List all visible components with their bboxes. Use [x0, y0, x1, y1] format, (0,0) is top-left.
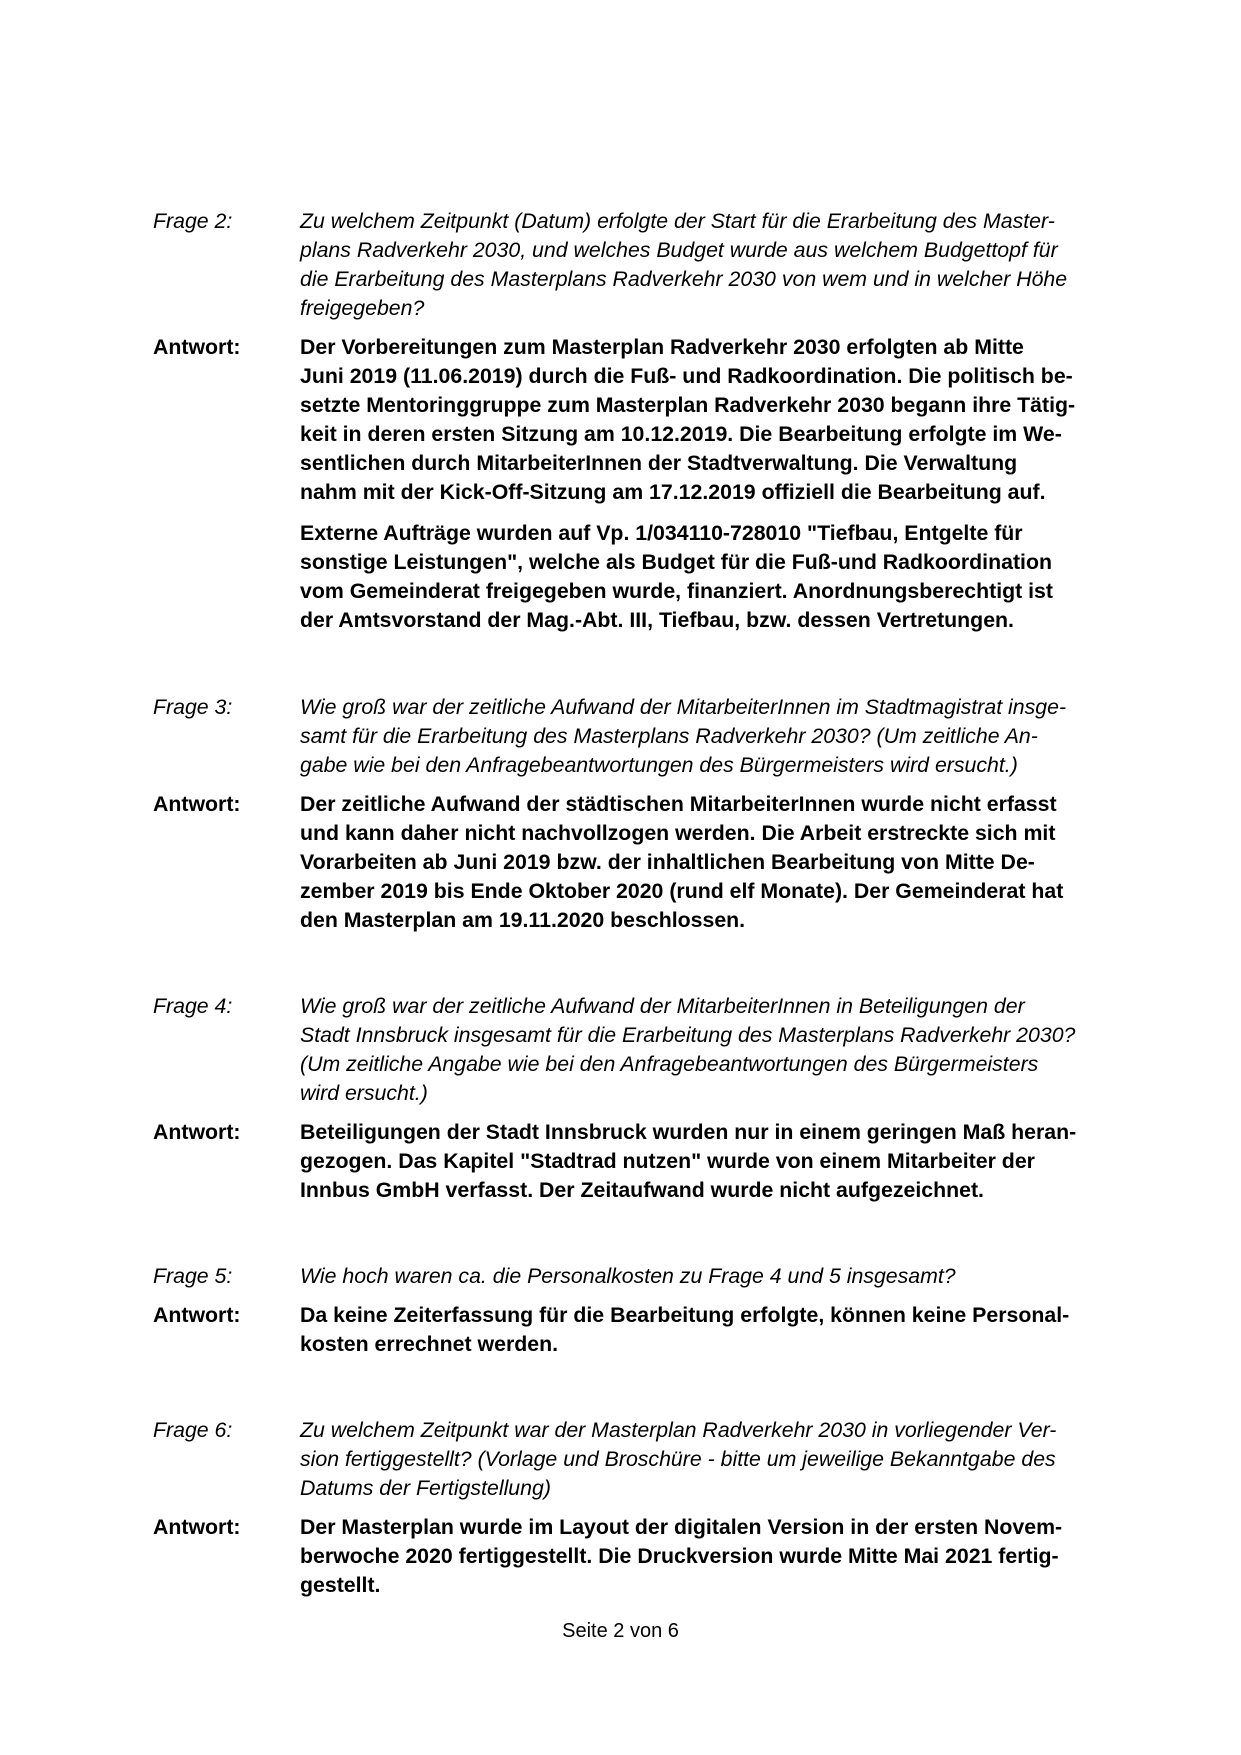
- question-line: die Erarbeitung des Masterplans Radverkehr 2030 von wem und in welcher Höhe: [300, 267, 1068, 291]
- question-label: Frage 5:: [153, 1264, 233, 1288]
- answer-paragraph: [300, 333, 1143, 507]
- question-line: wird ersucht.): [300, 1081, 428, 1105]
- question-line: samt für die Erarbeitung des Masterplans Radverkehr 2030? (Um zeitliche An-: [300, 724, 1038, 748]
- answer-label: Antwort:: [153, 1515, 241, 1539]
- answer-line: Da keine Zeiterfassung für die Bearbeitung erfolgte, können keine Personal-: [300, 1303, 1070, 1327]
- answer-line: Der zeitliche Aufwand der städtischen MitarbeiterInnen wurde nicht erfasst: [300, 792, 1057, 816]
- question-text: [300, 1262, 1143, 1291]
- answer-row: [153, 1513, 1143, 1600]
- qa-block-frage-4: [153, 992, 1143, 1205]
- question-row: [153, 992, 1143, 1108]
- answer-row: [153, 333, 1143, 635]
- question-line: (Um zeitliche Angabe wie bei den Anfragebeantwortungen des Bürgermeisters: [300, 1052, 1039, 1076]
- answer-paragraph: [300, 1301, 1143, 1359]
- answer-line: vom Gemeinderat freigegeben wurde, finanziert. Anordnungsberechtigt ist: [300, 579, 1053, 603]
- question-row: [153, 1262, 1143, 1291]
- answer-line: Der Masterplan wurde im Layout der digitalen Version in der ersten Novem-: [300, 1515, 1063, 1539]
- question-line: sion fertiggestellt? (Vorlage und Broschüre - bitte um jeweilige Bekanntgabe des: [300, 1447, 1056, 1471]
- answer-line: gestellt.: [300, 1573, 381, 1597]
- question-line: Wie groß war der zeitliche Aufwand der MitarbeiterInnen im Stadtmagistrat insge-: [300, 695, 1067, 719]
- answer-line: Innbus GmbH verfasst. Der Zeitaufwand wurde nicht aufgezeichnet.: [300, 1178, 984, 1202]
- answer-paragraph: [300, 1118, 1143, 1205]
- question-row: [153, 1416, 1143, 1503]
- answer-line: Externe Aufträge wurden auf Vp. 1/034110-728010 "Tiefbau, Entgelte für: [300, 521, 1023, 545]
- answer-text: [300, 1513, 1143, 1600]
- answer-label: Antwort:: [153, 1120, 241, 1144]
- answer-line: setzte Mentoringgruppe zum Masterplan Radverkehr 2030 begann ihre Tätig-: [300, 393, 1076, 417]
- question-line: plans Radverkehr 2030, und welches Budget wurde aus welchem Budgettopf für: [300, 238, 1058, 262]
- answer-line: Juni 2019 (11.06.2019) durch die Fuß- und Radkoordination. Die politisch be-: [300, 364, 1073, 388]
- answer-line: Vorarbeiten ab Juni 2019 bzw. der inhaltlichen Bearbeitung von Mitte De-: [300, 850, 1035, 874]
- question-row: [153, 693, 1143, 780]
- answer-text: [300, 1301, 1143, 1359]
- answer-line: der Amtsvorstand der Mag.-Abt. III, Tiefbau, bzw. dessen Vertretungen.: [300, 608, 1014, 632]
- page-number: Seite 2 von 6: [562, 1620, 679, 1642]
- answer-text: [300, 1118, 1143, 1205]
- answer-row: [153, 1301, 1143, 1359]
- question-line: gabe wie bei den Anfragebeantwortungen des Bürgermeisters wird ersucht.): [300, 753, 1018, 777]
- question-line: Wie groß war der zeitliche Aufwand der MitarbeiterInnen in Beteiligungen der: [300, 994, 1025, 1018]
- answer-label: Antwort:: [153, 792, 241, 816]
- question-text: [300, 992, 1143, 1108]
- answer-line: berwoche 2020 fertiggestellt. Die Druckversion wurde Mitte Mai 2021 fertig-: [300, 1544, 1059, 1568]
- qa-block-frage-3: [153, 693, 1143, 935]
- question-line: Zu welchem Zeitpunkt war der Masterplan Radverkehr 2030 in vorliegender Ver-: [300, 1418, 1057, 1442]
- answer-line: sentlichen durch MitarbeiterInnen der Stadtverwaltung. Die Verwaltung: [300, 451, 1018, 475]
- answer-line: den Masterplan am 19.11.2020 beschlossen.: [300, 908, 746, 932]
- question-text: [300, 1416, 1143, 1503]
- answer-row: [153, 790, 1143, 935]
- question-line: Stadt Innsbruck insgesamt für die Erarbeitung des Masterplans Radverkehr 2030?: [300, 1023, 1076, 1047]
- answer-line: gezogen. Das Kapitel "Stadtrad nutzen" wurde von einem Mitarbeiter der: [300, 1149, 1035, 1173]
- question-line: Wie hoch waren ca. die Personalkosten zu Frage 4 und 5 insgesamt?: [300, 1264, 956, 1288]
- answer-text: [300, 790, 1143, 935]
- question-text: [300, 207, 1143, 323]
- qa-block-frage-5: [153, 1262, 1143, 1359]
- answer-row: [153, 1118, 1143, 1205]
- question-line: Zu welchem Zeitpunkt (Datum) erfolgte der Start für die Erarbeitung des Master-: [300, 209, 1055, 233]
- answer-text: [300, 333, 1143, 635]
- question-line: Datums der Fertigstellung): [300, 1476, 551, 1500]
- answer-paragraph: [300, 790, 1143, 935]
- answer-label: Antwort:: [153, 1303, 241, 1327]
- answer-line: sonstige Leistungen", welche als Budget für die Fuß-und Radkoordination: [300, 550, 1052, 574]
- answer-line: zember 2019 bis Ende Oktober 2020 (rund elf Monate). Der Gemeinderat hat: [300, 879, 1064, 903]
- answer-line: und kann daher nicht nachvollzogen werden. Die Arbeit erstreckte sich mit: [300, 821, 1056, 845]
- qa-block-frage-2: [153, 207, 1143, 635]
- question-line: freigegeben?: [300, 296, 425, 320]
- question-label: Frage 2:: [153, 209, 233, 233]
- answer-line: Beteiligungen der Stadt Innsbruck wurden nur in einem geringen Maß heran-: [300, 1120, 1077, 1144]
- question-text: [300, 693, 1143, 780]
- answer-line: keit in deren ersten Sitzung am 10.12.2019. Die Bearbeitung erfolgte im We-: [300, 422, 1062, 446]
- question-label: Frage 3:: [153, 695, 233, 719]
- answer-paragraph: [300, 1513, 1143, 1600]
- qa-block-frage-6: [153, 1416, 1143, 1600]
- answer-line: kosten errechnet werden.: [300, 1332, 559, 1356]
- answer-paragraph: [300, 519, 1143, 635]
- answer-line: Der Vorbereitungen zum Masterplan Radverkehr 2030 erfolgten ab Mitte: [300, 335, 1024, 359]
- question-row: [153, 207, 1143, 323]
- question-label: Frage 6:: [153, 1418, 233, 1442]
- answer-label: Antwort:: [153, 335, 241, 359]
- answer-line: nahm mit der Kick-Off-Sitzung am 17.12.2019 offiziell die Bearbeitung auf.: [300, 480, 1046, 504]
- question-label: Frage 4:: [153, 994, 233, 1018]
